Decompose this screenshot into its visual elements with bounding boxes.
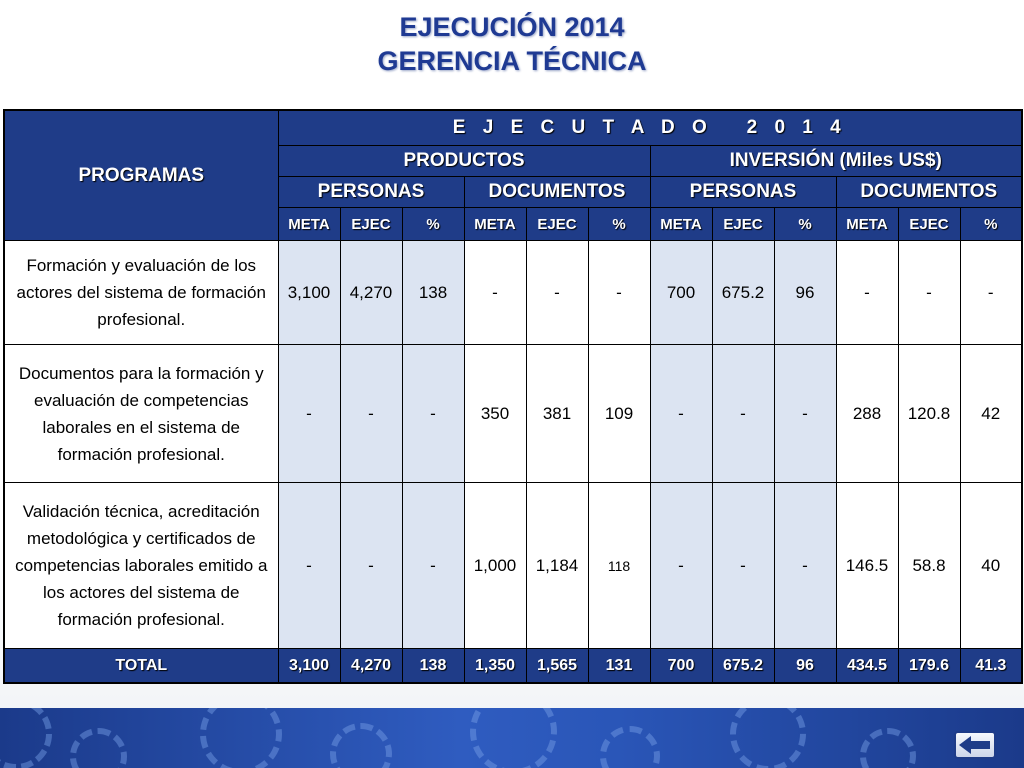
col-header: EJEC: [898, 208, 960, 241]
gear-decoration-icon: [600, 726, 660, 768]
gear-decoration-icon: [730, 708, 806, 768]
col-header: %: [402, 208, 464, 241]
value-cell: -: [526, 241, 588, 345]
value-cell: 146.5: [836, 483, 898, 649]
value-cell: 118: [588, 483, 650, 649]
total-cell: 3,100: [278, 649, 340, 684]
value-cell: -: [650, 345, 712, 483]
programas-header: PROGRAMAS: [4, 110, 278, 241]
col-header: META: [278, 208, 340, 241]
programa-cell: Documentos para la formación y evaluación de competencias laborales en el sistema de formación profesional.: [4, 345, 278, 483]
table-row: [4, 241, 1022, 345]
title-line-2: GERENCIA TÉCNICA: [377, 46, 647, 76]
back-arrow-icon: [956, 733, 994, 757]
value-cell: -: [278, 483, 340, 649]
total-cell: 41.3: [960, 649, 1022, 684]
col-header: %: [960, 208, 1022, 241]
programa-cell: Validación técnica, acreditación metodológica y certificados de competencias laborales emitido a los actores del sistema de formación profesional.: [4, 483, 278, 649]
value-cell: 350: [464, 345, 526, 483]
slide-title: [0, 10, 1024, 78]
col-header: META: [464, 208, 526, 241]
table-row: [4, 483, 1022, 649]
col-header: %: [774, 208, 836, 241]
ejecutado-header: E J E C U T A D O 2 0 1 4: [278, 110, 1022, 146]
value-cell: 58.8: [898, 483, 960, 649]
footer-band: [0, 708, 1024, 768]
value-cell: 40: [960, 483, 1022, 649]
value-cell: -: [774, 345, 836, 483]
value-cell: -: [898, 241, 960, 345]
back-button[interactable]: [954, 731, 996, 759]
value-cell: -: [464, 241, 526, 345]
execution-table: [3, 109, 1023, 684]
total-cell: 700: [650, 649, 712, 684]
value-cell: 1,184: [526, 483, 588, 649]
total-cell: 96: [774, 649, 836, 684]
gear-decoration-icon: [200, 708, 282, 768]
total-cell: 179.6: [898, 649, 960, 684]
value-cell: -: [402, 483, 464, 649]
value-cell: -: [588, 241, 650, 345]
value-cell: -: [278, 345, 340, 483]
col-header: %: [588, 208, 650, 241]
col-header: EJEC: [526, 208, 588, 241]
col-header: EJEC: [712, 208, 774, 241]
value-cell: 42: [960, 345, 1022, 483]
value-cell: -: [712, 483, 774, 649]
value-cell: -: [774, 483, 836, 649]
total-cell: 1,350: [464, 649, 526, 684]
total-row: [4, 649, 1022, 684]
gear-decoration-icon: [470, 708, 557, 768]
inversion-header: INVERSIÓN (Miles US$): [650, 146, 1022, 177]
value-cell: 700: [650, 241, 712, 345]
value-cell: -: [712, 345, 774, 483]
total-cell: 131: [588, 649, 650, 684]
col-header: META: [650, 208, 712, 241]
value-cell: -: [960, 241, 1022, 345]
value-cell: 381: [526, 345, 588, 483]
col-header: META: [836, 208, 898, 241]
programa-cell: Formación y evaluación de los actores del sistema de formación profesional.: [4, 241, 278, 345]
gear-decoration-icon: [0, 708, 52, 768]
value-cell: -: [650, 483, 712, 649]
title-line-1: EJECUCIÓN 2014: [399, 12, 625, 42]
value-cell: -: [340, 483, 402, 649]
value-cell: 138: [402, 241, 464, 345]
value-cell: 1,000: [464, 483, 526, 649]
value-cell: 120.8: [898, 345, 960, 483]
gear-decoration-icon: [330, 723, 392, 768]
sub-header-documentos: DOCUMENTOS: [464, 177, 650, 208]
total-cell: 138: [402, 649, 464, 684]
value-cell: -: [836, 241, 898, 345]
gear-decoration-icon: [860, 728, 916, 768]
value-cell: 96: [774, 241, 836, 345]
total-label: TOTAL: [4, 649, 278, 684]
sub-header-personas: PERSONAS: [650, 177, 836, 208]
sub-header-personas: PERSONAS: [278, 177, 464, 208]
value-cell: -: [402, 345, 464, 483]
total-cell: 4,270: [340, 649, 402, 684]
value-cell: 109: [588, 345, 650, 483]
value-cell: 3,100: [278, 241, 340, 345]
value-cell: 4,270: [340, 241, 402, 345]
total-cell: 675.2: [712, 649, 774, 684]
value-cell: 288: [836, 345, 898, 483]
gear-decoration-icon: [70, 728, 127, 768]
total-cell: 1,565: [526, 649, 588, 684]
value-cell: 675.2: [712, 241, 774, 345]
table-row: [4, 345, 1022, 483]
sub-header-documentos: DOCUMENTOS: [836, 177, 1022, 208]
col-header: EJEC: [340, 208, 402, 241]
value-cell: -: [340, 345, 402, 483]
total-cell: 434.5: [836, 649, 898, 684]
productos-header: PRODUCTOS: [278, 146, 650, 177]
